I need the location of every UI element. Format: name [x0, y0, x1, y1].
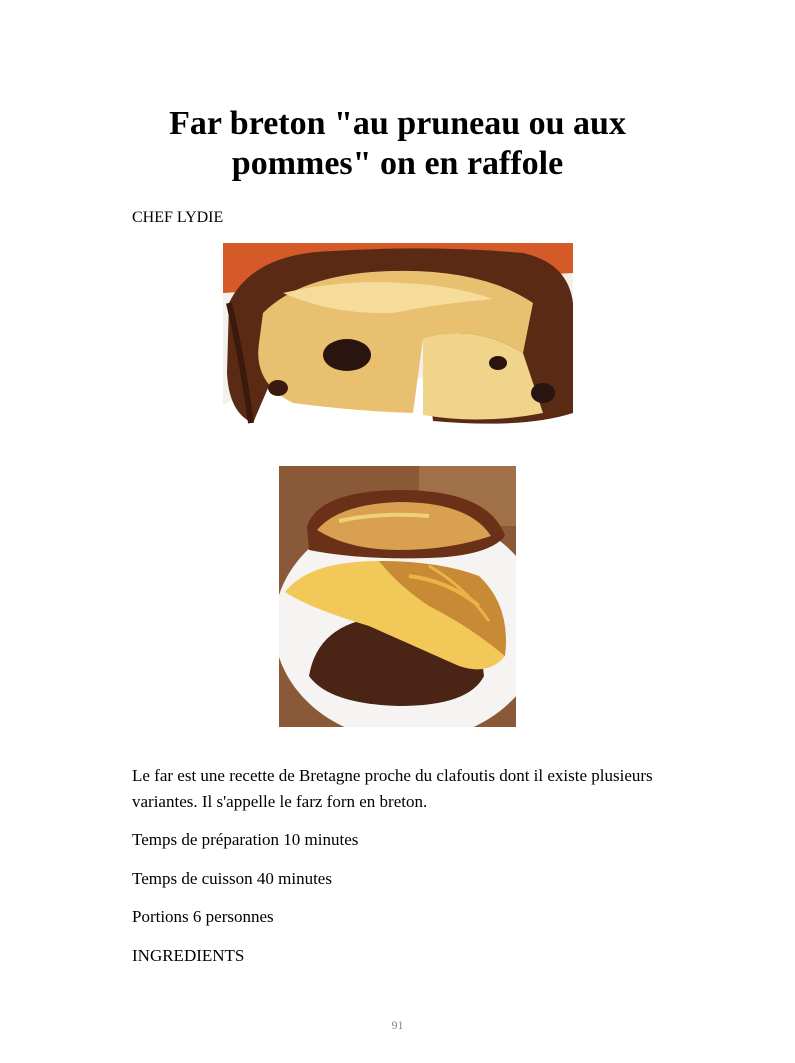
- page-number: 91: [391, 1018, 404, 1032]
- far-breton-prunes-photo: [223, 243, 573, 429]
- portions: Portions 6 personnes: [132, 907, 274, 926]
- cook-time: Temps de cuisson 40 minutes: [132, 869, 332, 888]
- far-breton-apples-photo: [279, 466, 516, 727]
- prep-time: Temps de préparation 10 minutes: [132, 830, 359, 849]
- ingredients-heading: INGREDIENTS: [132, 946, 245, 965]
- author-name: CHEF LYDIE: [132, 209, 224, 226]
- intro-paragraph: Le far est une recette de Bretagne proche du clafoutis dont il existe plusieurs variantes. Il s'appelle le farz forn en breton.: [132, 766, 653, 811]
- page-title: Far breton "au pruneau ou aux pommes" on en raffole: [169, 105, 626, 182]
